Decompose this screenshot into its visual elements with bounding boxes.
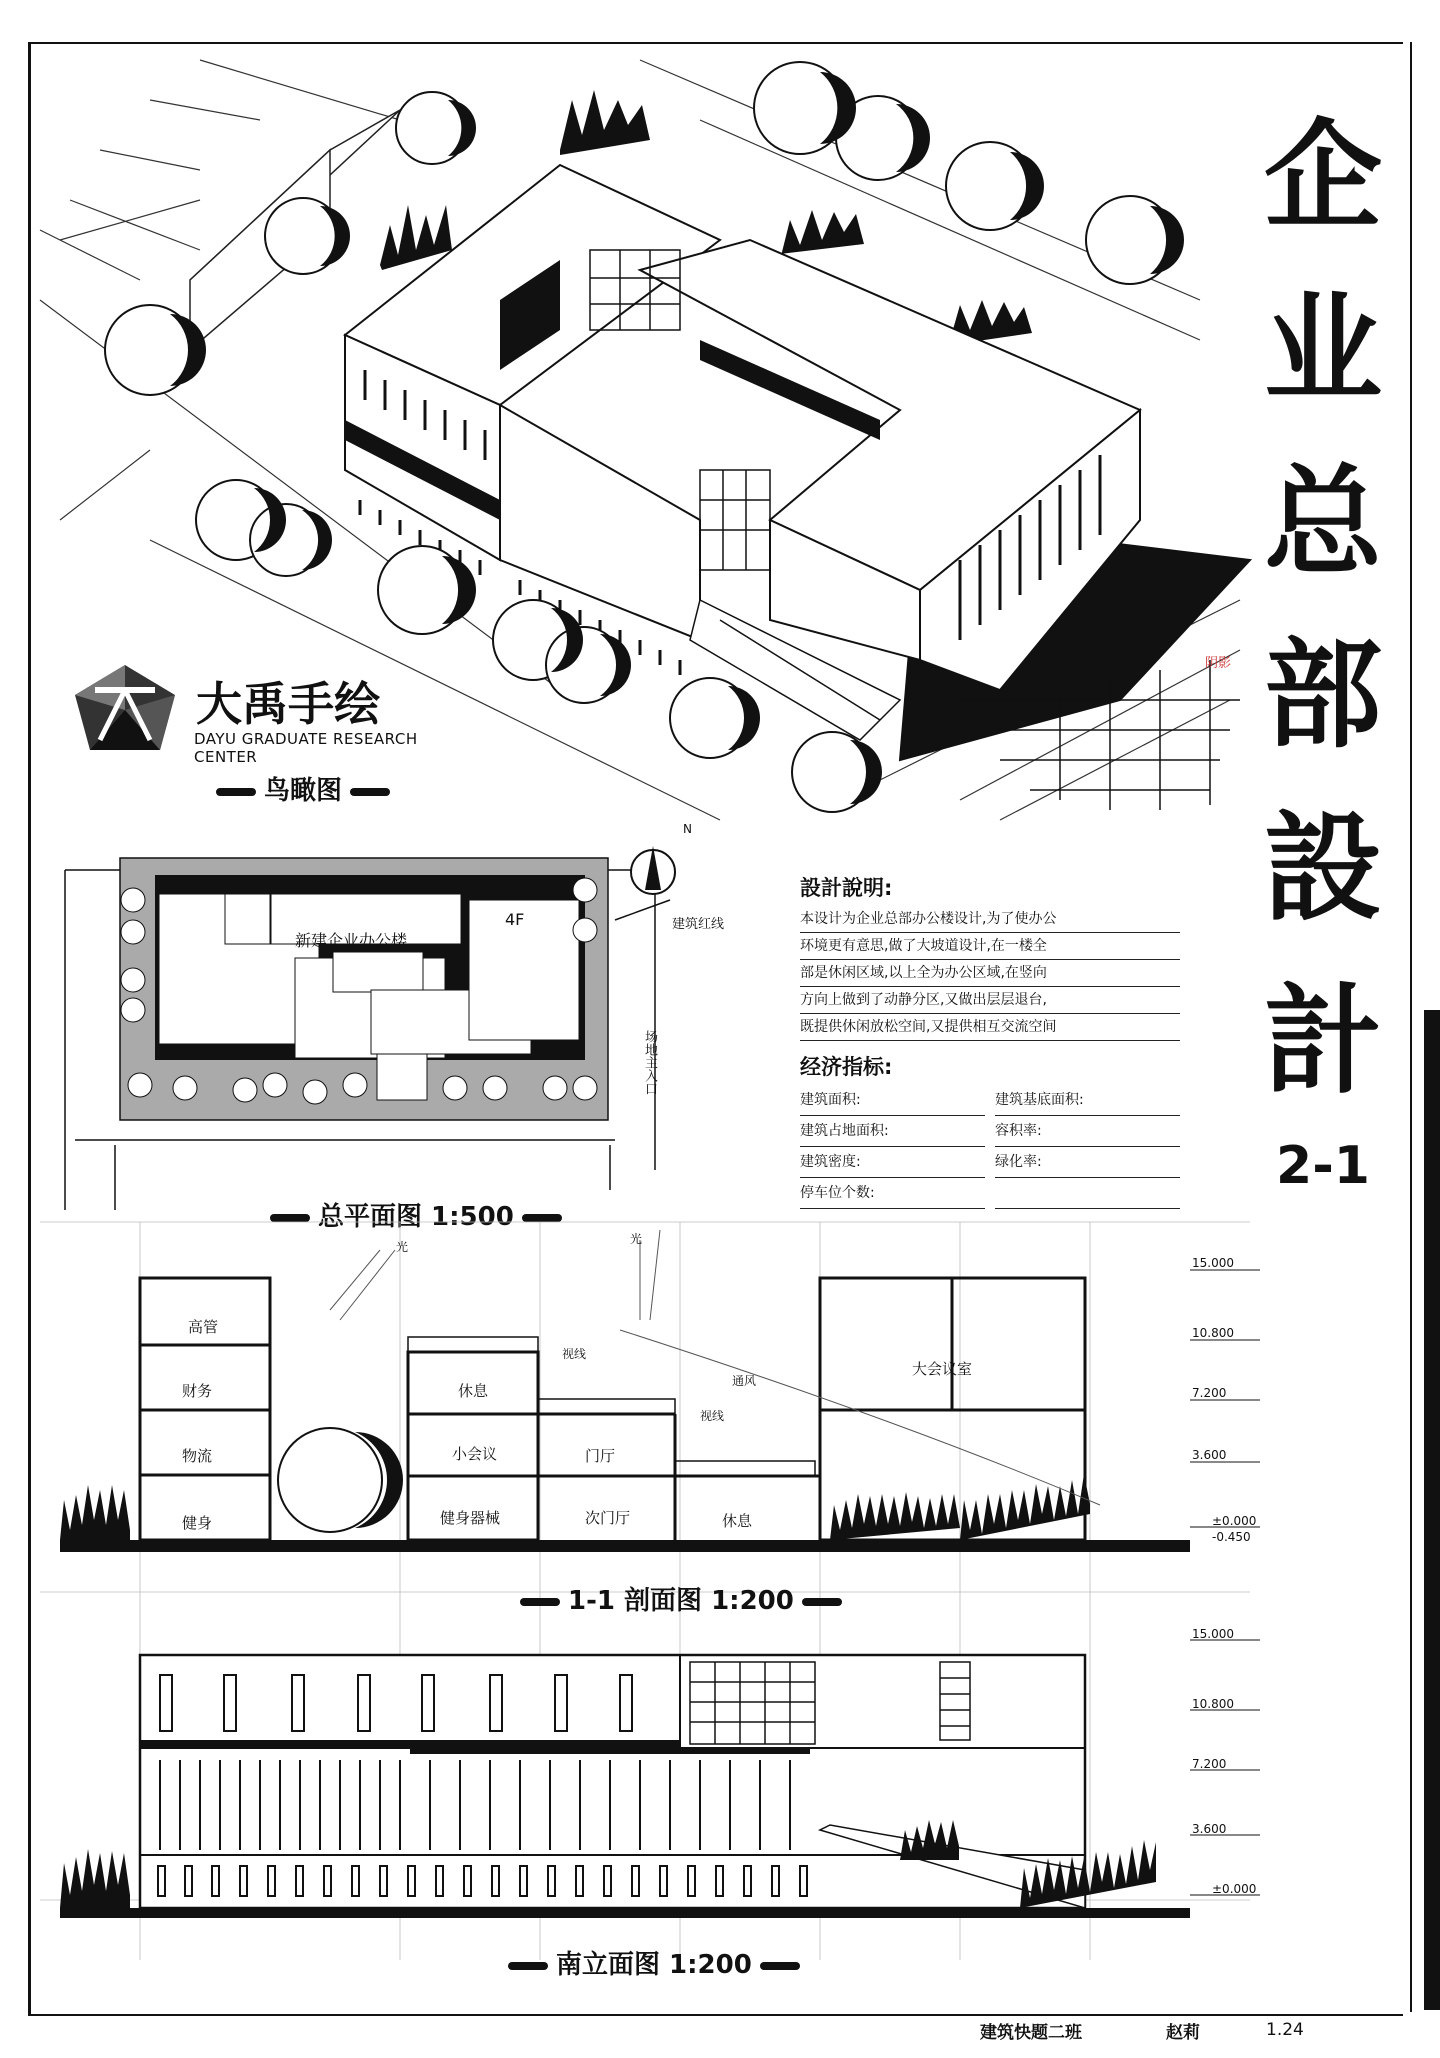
room-label: 健身 [182, 1514, 213, 1532]
title-char-3: 总 [1263, 453, 1382, 591]
indicator-item: 停车位个数: [800, 1178, 985, 1209]
site-plan-caption-text: 总平面图 1:500 [318, 1202, 514, 1232]
ventilation-annotation: 通风 [732, 1374, 757, 1388]
room-label: 小会议 [452, 1445, 498, 1463]
title-char-4: 部 [1263, 626, 1382, 764]
footer-page: 1.24 [1266, 2020, 1304, 2040]
elevation-level: 10.800 [1192, 1697, 1234, 1711]
elevation-level: 15.000 [1192, 1627, 1234, 1641]
room-label: 次门厅 [585, 1509, 631, 1527]
design-note-line-1: 本设计为企业总部办公楼设计,为了使办公 [800, 906, 1180, 933]
indicators-heading: 经济指标: [800, 1055, 893, 1079]
logo-name: 大禹手绘 [196, 677, 380, 731]
room-label: 大会议室 [912, 1360, 973, 1378]
section-caption-text: 1-1 剖面图 1:200 [568, 1586, 794, 1616]
aerial-caption-text: 鸟瞰图 [264, 776, 343, 806]
room-label: 物流 [182, 1447, 213, 1465]
elevation-level: 7.200 [1192, 1757, 1227, 1771]
elevation-caption-text: 南立面图 1:200 [556, 1950, 752, 1980]
indicator-item: 建筑面积: [800, 1085, 985, 1116]
indicator-item: 建筑密度: [800, 1147, 985, 1178]
title-char-6: 計 [1263, 972, 1382, 1110]
title-char-2: 业 [1263, 280, 1382, 418]
redline-label: 建筑红线 [672, 917, 725, 932]
indicator-item: 绿化率: [995, 1147, 1180, 1178]
room-label: 休息 [458, 1382, 489, 1400]
entrance-label: 场地主入口 [642, 1030, 657, 1095]
light-annotation: 光 [396, 1240, 409, 1254]
section-level: 10.800 [1192, 1326, 1234, 1340]
indicator-item: 建筑基底面积: [995, 1085, 1180, 1116]
title-number: 2-1 [1276, 1136, 1370, 1196]
site-floors-label: 4F [505, 910, 525, 929]
room-label: 健身器械 [440, 1509, 501, 1527]
design-note-line-4: 方向上做到了动静分区,又做出层层退台, [800, 987, 1180, 1014]
light-annotation: 光 [630, 1232, 643, 1246]
elevation-level: ±0.000 [1212, 1882, 1257, 1896]
room-label: 门厅 [585, 1447, 616, 1465]
north-label: N [683, 822, 692, 836]
section-level: -0.450 [1212, 1530, 1251, 1544]
elevation-caption [500, 1944, 808, 1981]
room-label: 高管 [188, 1318, 219, 1336]
indicator-item: 容积率: [995, 1116, 1180, 1147]
indicator-item: 建筑占地面积: [800, 1116, 985, 1147]
room-label: 休息 [722, 1512, 753, 1530]
title-char-5: 設 [1263, 799, 1382, 937]
design-note-line-2: 环境更有意思,做了大坡道设计,在一楼全 [800, 933, 1180, 960]
section-level: 15.000 [1192, 1256, 1234, 1270]
title-char-1: 企 [1263, 107, 1382, 245]
section-level: ±0.000 [1212, 1514, 1257, 1528]
design-note-line-5: 既提供休闲放松空间,又提供相互交流空间 [800, 1014, 1180, 1041]
shadow-annotation: 阴影 [1205, 656, 1232, 671]
sightline-annotation: 视线 [562, 1347, 587, 1361]
footer-class: 建筑快题二班 [980, 2023, 1082, 2043]
elevation-level: 3.600 [1192, 1822, 1227, 1836]
site-building-label: 新建企业办公楼 [295, 931, 408, 950]
sightline-annotation: 视线 [700, 1409, 725, 1423]
section-level: 7.200 [1192, 1386, 1227, 1400]
room-label: 财务 [182, 1382, 213, 1400]
footer-name: 赵莉 [1166, 2023, 1200, 2043]
design-note-line-3: 部是休闲区域,以上全为办公区域,在竖向 [800, 960, 1180, 987]
section-level: 3.600 [1192, 1448, 1227, 1462]
design-notes-heading: 設計說明: [800, 876, 893, 900]
logo-subtitle: DAYU GRADUATE RESEARCH CENTER [194, 730, 418, 766]
